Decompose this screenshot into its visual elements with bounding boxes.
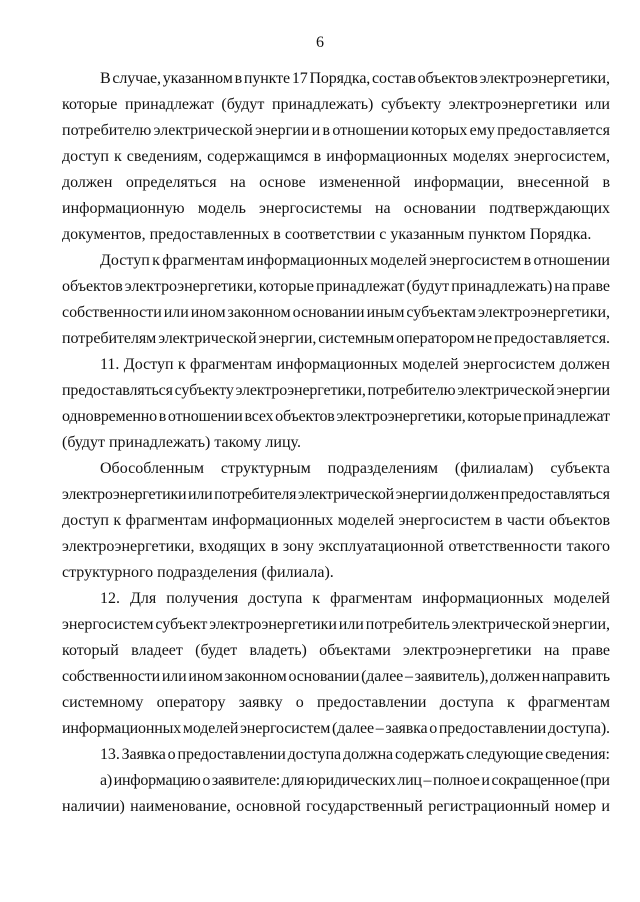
text-line [62, 92, 610, 118]
text-line-content: документов, предоставленных в соответствии с указанным пунктом Порядка. [62, 226, 592, 243]
text-line [62, 170, 610, 196]
paragraph [62, 586, 610, 742]
text-line-content: доступ к фрагментам информационных моделей энергосистем в части объектов [62, 512, 610, 529]
text-line-content: электроэнергетики или потребителя электрической энергии должен предоставляться [62, 486, 610, 503]
paragraph [62, 352, 610, 456]
page-number: 6 [316, 34, 324, 51]
paragraph [62, 248, 610, 352]
text-line [62, 482, 610, 508]
text-line-content: потребителям электрической энергии, системным оператором не предоставляется. [62, 330, 610, 347]
text-line [62, 794, 610, 820]
text-line-content: должен определяться на основе измененной информации, внесенной в [62, 174, 610, 191]
text-line [62, 742, 610, 768]
text-line-content: объектов электроэнергетики, которые принадлежат (будут принадлежать) на праве [62, 278, 610, 295]
text-line-content: структурного подразделения (филиала). [62, 564, 334, 581]
text-line [62, 560, 610, 586]
text-line [62, 456, 610, 482]
text-line [62, 664, 610, 690]
text-line [62, 768, 610, 794]
text-line-content: одновременно в отношении всех объектов электроэнергетики, которые принадлежат [62, 408, 610, 425]
text-line-content: электроэнергетики, входящих в зону эксплуатационной ответственности такого [62, 538, 610, 555]
text-line [62, 326, 610, 352]
text-line-content: системному оператору заявку о предоставлении доступа к фрагментам [62, 694, 610, 711]
text-line-content: В случае, указанном в пункте 17 Порядка, состав объектов электроэнергетики, [100, 70, 610, 87]
text-line-content: (будут принадлежать) такому лицу. [62, 434, 301, 451]
text-line-content: информационную модель энергосистемы на основании подтверждающих [62, 200, 610, 217]
text-line-content: 13. Заявка о предоставлении доступа должна содержать следующие сведения: [100, 746, 610, 763]
text-line [62, 196, 610, 222]
text-line [62, 248, 610, 274]
text-line-content: предоставляться субъекту электроэнергетики, потребителю электрической энергии [62, 382, 610, 399]
text-line-content: 12. Для получения доступа к фрагментам информационных моделей [100, 590, 610, 607]
text-line-content: собственности или ином законном основании иным субъектам электроэнергетики, [62, 304, 610, 321]
text-line [62, 690, 610, 716]
text-line-content: 11. Доступ к фрагментам информационных моделей энергосистем должен [100, 356, 610, 373]
text-line-content: Доступ к фрагментам информационных моделей энергосистем в отношении [100, 252, 610, 269]
text-line [62, 638, 610, 664]
text-line-content: который владеет (будет владеть) объектами электроэнергетики на праве [62, 642, 610, 659]
text-line-content: собственности или ином законном основании (далее – заявитель), должен направить [62, 668, 610, 685]
text-line-content: которые принадлежат (будут принадлежать) субъекту электроэнергетики или [62, 96, 610, 113]
text-line-content: потребителю электрической энергии и в отношении которых ему предоставляется [62, 122, 610, 139]
text-line-content: доступ к сведениям, содержащимся в информационных моделях энергосистем, [62, 148, 610, 165]
text-line [62, 222, 610, 248]
text-line-content: Обособленным структурным подразделениям (филиалам) субъекта [100, 460, 610, 477]
text-line [62, 534, 610, 560]
text-line-content: наличии) наименование, основной государственный регистрационный номер и [62, 798, 610, 815]
text-line [62, 352, 610, 378]
text-line [62, 404, 610, 430]
text-line [62, 118, 610, 144]
text-line [62, 508, 610, 534]
text-line [62, 586, 610, 612]
text-line [62, 430, 610, 456]
text-line [62, 612, 610, 638]
text-line-content: информационных моделей энергосистем (далее – заявка о предоставлении доступа). [62, 720, 610, 737]
paragraph [62, 768, 610, 820]
text-line [62, 716, 610, 742]
text-line [62, 274, 610, 300]
text-line [62, 378, 610, 404]
text-line-content: энергосистем субъект электроэнергетики или потребитель электрической энергии, [62, 616, 610, 633]
paragraph [62, 742, 610, 768]
document-body [62, 66, 610, 820]
text-line [62, 144, 610, 170]
paragraph [62, 66, 610, 248]
text-line [62, 66, 610, 92]
text-line-content: а) информацию о заявителе: для юридических лиц – полное и сокращенное (при [100, 772, 610, 789]
paragraph [62, 456, 610, 586]
text-line [62, 300, 610, 326]
